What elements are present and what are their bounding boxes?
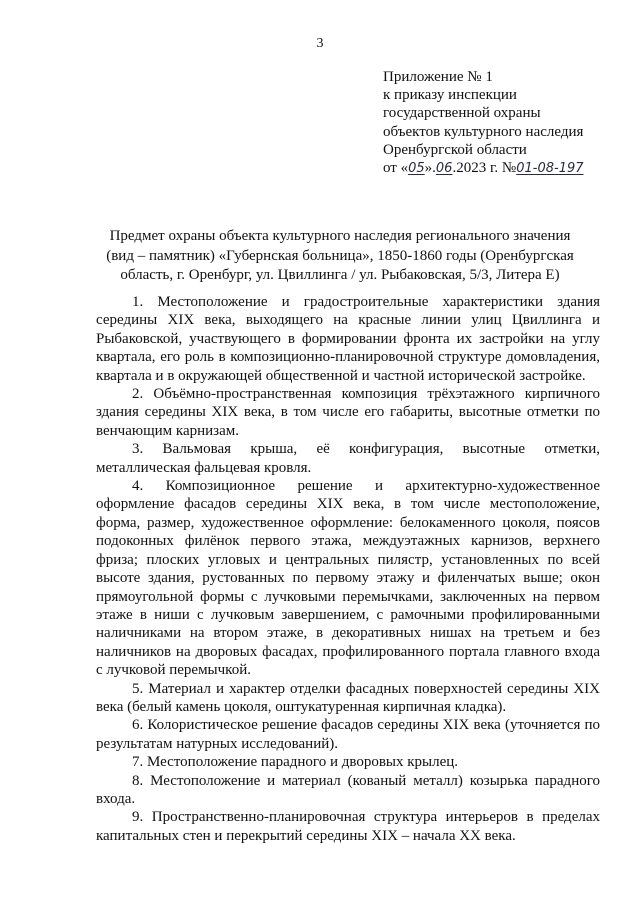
appendix-title: Приложение № 1 xyxy=(383,69,493,85)
protection-item-7: 7. Местоположение парадного и дворовых крылец. xyxy=(132,754,459,771)
protection-item-1: 1. Местоположение и градостроительные характеристики здания середины XIX века, выходящего на красные линии улиц Цвиллинга и Рыбаковской, участвующего в формировании фронта их застройки на углу квартала, его роль в композиционно-планировочной структуре домовладения, квартала и в окружающей общественной и частной исторической застройке. xyxy=(96,294,600,384)
handwritten-month: 06 xyxy=(435,161,453,177)
appendix-header xyxy=(383,68,623,178)
date-separator: ». xyxy=(424,160,436,177)
protection-item-8: 8. Местоположение и материал (кованый металл) козырька парадного входа. xyxy=(96,772,600,807)
protection-items-list xyxy=(96,293,600,845)
protection-item-4: 4. Композиционное решение и архитектурно-художественное оформление фасадов середины XIX века, в том числе местоположение, форма, размер, художественное оформление: белокаменного цоколя, поясов подоконных филёнок первого этажа, междуэтажных карнизов, верхнего фриза; плоских угловых и центральных пилястр, установленных по всей высоте здания, рустованных по первому этажу и филенчатых выше; окон прямоугольной формы с лучковыми перемычками, заключенных на первом этаже в ниши с лучковым завершением, с рамочными профилированными наличниками на втором этаже, в декоративных нишах на третьем и без наличников на дворовых фасадах, профилированного портала главного входа с лучковой перемычкой. xyxy=(96,478,600,679)
protection-item-9: 9. Пространственно-планировочная структура интерьеров в пределах капитальных стен и перекрытий середины XIX – начала XX века. xyxy=(96,809,600,844)
document-title: Предмет охраны объекта культурного наследия регионального значения (вид – памятник) «Губернская больница», 1850-1860 годы (Оренбургская область, г. Оренбург, ул. Цвиллинга / ул. Рыбаковская, 5/3, Литера Е) xyxy=(106,228,574,283)
date-prefix: от « xyxy=(383,160,409,177)
protection-item-6: 6. Колористическое решение фасадов середины XIX века (уточняется по результатам натурных исследований). xyxy=(96,717,600,752)
protection-item-5: 5. Материал и характер отделки фасадных поверхностей середины XIX века (белый камень цоколя, оштукатуренная кирпичная кладка). xyxy=(96,680,600,715)
protection-item-2: 2. Объёмно-пространственная композиция трёхэтажного кирпичного здания середины XIX века, в том числе его габариты, высотные отметки по венчающим карнизам. xyxy=(96,386,600,439)
appendix-line-inspection: государственной охраны xyxy=(383,105,541,122)
page-number: 3 xyxy=(316,36,324,51)
handwritten-order-number: 01-08-197 xyxy=(516,161,584,177)
date-year: .2023 г. № xyxy=(452,160,517,177)
appendix-line-heritage: объектов культурного наследия xyxy=(383,123,584,140)
protection-item-3: 3. Вальмовая крыша, её конфигурация, высотные отметки, металлическая фальцевая кровля. xyxy=(96,441,600,476)
handwritten-day: 05 xyxy=(408,161,425,177)
appendix-date-line xyxy=(383,159,623,178)
appendix-line-region: Оренбургской области xyxy=(383,141,527,158)
appendix-line-order: к приказу инспекции xyxy=(383,87,517,104)
